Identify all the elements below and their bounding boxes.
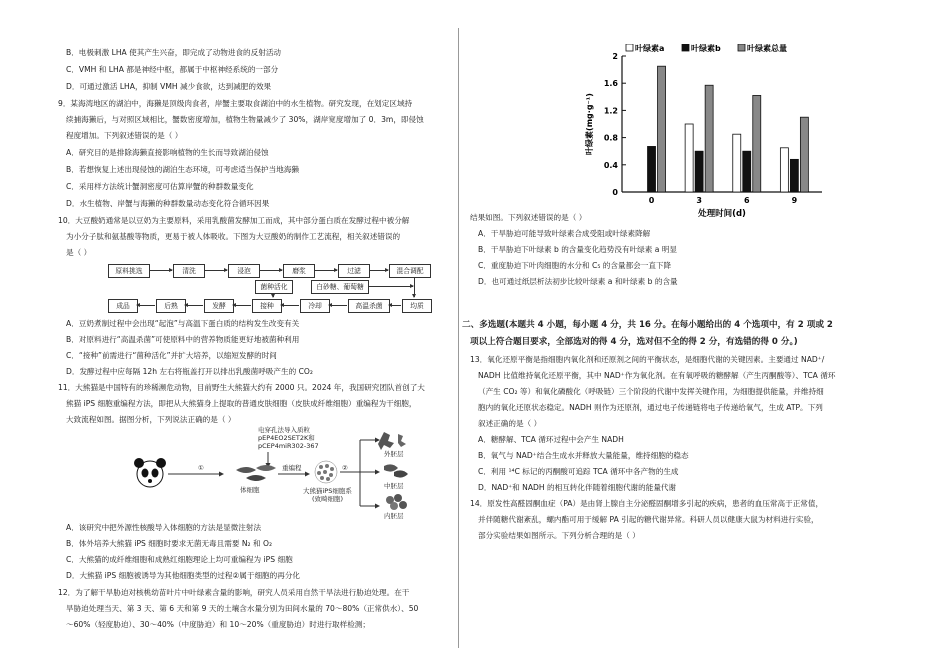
ips-label: 大熊猫iPS细胞系: [303, 487, 352, 495]
flow-step: 接种: [252, 299, 282, 313]
section-title: 二、多选题(本题共 4 小题，每小题 4 分，共 16 分。在每小题给出的 4 个选项中，有 2 项或 2: [462, 320, 833, 330]
q14-stem-line: 并伴随糖代谢紊乱，螺内酯可用于缓解 PA 引起的糖代谢异常。科研人员以健康大鼠为材料进行实验，: [478, 515, 819, 524]
flow-step: 均质: [402, 299, 432, 313]
q13-stem-line: 胞内的氧化还原状态稳定。NADH 则作为还原剂，通过电子传递链将电子传递给氧气，生成 ATP。下列: [478, 403, 823, 412]
ectoderm-label: 外胚层: [384, 450, 404, 458]
x-tick-label: 9: [791, 196, 798, 205]
q11-option-c: C．大熊猫的成纤维细胞和成熟红细胞理论上均可重编程为 iPS 细胞: [66, 555, 293, 564]
q10-option-c: C．“接种”前需进行“菌种活化”并扩大培养，以缩短发酵的时间: [66, 351, 277, 360]
mesoderm-label: 中胚层: [384, 482, 404, 490]
flow-arrow: [369, 270, 388, 271]
flow-step: 高温杀菌: [348, 299, 390, 313]
somatic-cell-label: 体细胞: [240, 486, 260, 494]
flow-arrow: [273, 293, 274, 297]
endoderm-label: 内胚层: [384, 512, 404, 520]
flow-arrow: [259, 270, 282, 271]
flow-arrow: [185, 305, 203, 306]
q11-stem-line: 熊猫 iPS 细胞重编程方法，即把从大熊猫身上提取的普通皮肤细胞（皮肤成纤维细胞）重编程为干细胞，: [66, 399, 417, 408]
bar-叶绿素总量: [800, 117, 808, 192]
legend-label: 叶绿素a: [635, 44, 665, 53]
q12-option-b: B．干旱胁迫下叶绿素 b 的含量变化趋势没有叶绿素 a 明显: [478, 245, 677, 254]
q12-option-d: D．也可通过纸层析法初步比较叶绿素 a 和叶绿素 b 的含量: [478, 277, 678, 286]
bar-叶绿素a: [780, 148, 788, 192]
q12-stem-line: ～60%（轻度胁迫）、30～40%（中度胁迫）和 10～20%（重度胁迫）时进行取样检测；: [66, 620, 370, 629]
plasmid-label: pEP4EO2SET2K和: [258, 434, 315, 442]
q11-stem-line: 大致流程如图。据图分析，下列说法正确的是（ ）: [66, 415, 236, 424]
q9-option-d: D．水生植物、岸蟹与海獭的种群数量动态变化符合循环因果: [66, 199, 270, 208]
q10-stem-line: 10．大豆酸奶通常是以豆奶为主要原料，采用乳酸菌发酵加工而成，其中部分蛋白质在发酵过程中被分解: [58, 216, 410, 225]
chlorophyll-bar-chart: [580, 44, 840, 229]
q12-option-c: C．重度胁迫下叶肉细胞的水分和 C₅ 的含量都会一直下降: [478, 261, 672, 270]
soy-yogurt-flow-diagram: [58, 262, 448, 312]
q8-option-b: B．电极刺激 LHA 使其产生兴奋，即完成了动物进食的反射活动: [66, 48, 282, 57]
x-tick-label: 0: [648, 196, 655, 205]
flow-step: 过滤: [338, 264, 370, 278]
legend-swatch: [626, 44, 633, 51]
legend-swatch: [738, 44, 745, 51]
bar-叶绿素总量: [753, 95, 761, 192]
y-axis-label: 叶绿素(mg·g⁻¹): [585, 93, 594, 155]
bar-叶绿素b: [648, 146, 656, 192]
section-title: 项以上符合题目要求，全部选对的得 4 分，选对但不全的得 2 分，有选错的得 0 分。): [470, 337, 798, 347]
x-axis-label: 处理时间(d): [698, 209, 746, 219]
q8-option-d: D．可通过激活 LHA，抑制 VMH 减少食欲，达到减肥的效果: [66, 82, 272, 91]
legend-label: 叶绿素总量: [747, 44, 787, 53]
ectoderm-cells-icon: [378, 432, 406, 450]
q11-option-d: D．大熊猫 iPS 细胞被诱导为其他细胞类型的过程②属于细胞的再分化: [66, 571, 301, 580]
q14-stem-line: 14．原发性高醛固酮血症（PA）是由肾上腺自主分泌醛固酮增多引起的疾病，患者的血压常高于正常值，: [470, 499, 824, 508]
q13-stem-line: 13．氧化还原平衡是指细胞内氧化剂和还原剂之间的平衡状态，是细胞代谢的关键因素。主要通过 NAD⁺/: [470, 355, 825, 364]
y-tick-label: 0.8: [603, 133, 618, 143]
panda-ips-diagram: [128, 426, 428, 518]
flow-step: 混合调配: [389, 264, 431, 278]
y-tick-label: 1.2: [603, 106, 618, 116]
endoderm-cells-icon: [386, 494, 407, 510]
flow-step: 磨浆: [283, 264, 315, 278]
plasmid-label: pCEP4miR302-367: [258, 442, 319, 450]
legend-swatch: [682, 44, 689, 51]
bar-叶绿素b: [743, 151, 751, 192]
q11-option-a: A．该研究中把外源性核酸导入体细胞的方法是显微注射法: [66, 523, 262, 532]
y-tick-label: 0: [612, 188, 618, 197]
x-tick-label: 6: [743, 196, 750, 205]
q13-stem-line: 叙述正确的是（ ）: [478, 419, 542, 428]
bar-叶绿素总量: [705, 85, 713, 192]
reprogram-label: 重编程: [282, 464, 302, 472]
bar-叶绿素b: [790, 159, 798, 192]
mesoderm-cells-icon: [384, 464, 408, 477]
flow-step: 冷却: [300, 299, 330, 313]
q9-stem-line: 9．某海湾地区的湖泊中，海獭是顶级肉食者，岸蟹主要取食湖泊中的水生植物。研究发现，在划定区域持: [58, 99, 413, 108]
ips-cell-cluster-icon: [315, 461, 337, 483]
q12-stem-line: 12．为了解干旱胁迫对核桃幼苗叶片中叶绿素含量的影响，研究人员采用自然干旱法进行胁迫处理。在干: [58, 588, 410, 597]
flow-step-culture-activation: 菌种活化: [255, 280, 293, 294]
step2-label: ②: [342, 464, 348, 472]
flow-step-sugar: 白砂糖、葡萄糖: [311, 280, 369, 294]
y-tick-label: 0.4: [603, 160, 618, 170]
step1-label: ①: [198, 464, 204, 472]
flow-step: 原料挑选: [108, 264, 150, 278]
q11-option-b: B．体外培养大熊猫 iPS 细胞时要求无菌无毒且需要 N₂ 和 O₂: [66, 539, 273, 548]
flow-arrow: [414, 277, 415, 297]
q13-stem-line: （产生 CO₂ 等）和氧化磷酸化（呼吸链）三个阶段的代谢中发挥关键作用，为细胞提供能量，并维持细: [478, 387, 824, 396]
panda-diagram-graphics: [128, 426, 428, 518]
flow-step: 浸泡: [228, 264, 260, 278]
q13-option-c: C．利用 ¹⁴C 标记的丙酮酸可追踪 TCA 循环中各产物的生成: [478, 467, 679, 476]
y-tick-label: 1.6: [603, 79, 618, 89]
q10-option-d: D．发酵过程中应每隔 12h 左右将瓶盖打开以排出乳酸菌呼吸产生的 CO₂: [66, 367, 313, 376]
q12-stem-line: 旱胁迫处理当天、第 3 天、第 6 天和第 9 天的土壤含水量分别为田间水量的 70～80%（正常供水）、50: [66, 604, 419, 613]
flow-arrow: [137, 305, 155, 306]
y-tick-label: 2: [612, 52, 618, 61]
q9-option-a: A．研究目的是排除海獭直接影响植物的生长而导致湖泊侵蚀: [66, 148, 269, 157]
q12-stem-line: 结果如图。下列叙述错误的是（ ）: [470, 213, 587, 222]
plasmid-label: 电穿孔法导入质粒: [258, 426, 310, 434]
fibroblast-cells-icon: [236, 465, 276, 481]
q13-option-b: B．氧气与 NAD⁺结合生成水并释放大量能量，维持细胞的稳态: [478, 451, 689, 460]
q13-stem-line: NADH 比值维持氧化还原平衡，其中 NAD⁺作为氧化剂。在有氧呼吸的糖酵解（产生丙酮酸等）、TCA 循环: [478, 371, 836, 380]
flow-arrow: [149, 270, 172, 271]
q9-option-b: B．若想恢复上述出现侵蚀的湖泊生态环境，可考虑适当保护当地海獭: [66, 165, 300, 174]
q10-stem-line: 是（ ）: [66, 248, 92, 257]
flow-arrow: [389, 305, 401, 306]
flow-step: 发酵: [204, 299, 234, 313]
q9-stem-line: 续捕海獭后，与对照区域相比，蟹数密度增加，植物生物量减少了 30%，湖岸宽度增加了 0．3m，即侵蚀: [66, 115, 424, 124]
flow-arrow: [281, 305, 299, 306]
flow-arrow: [233, 305, 251, 306]
flow-arrow: [329, 305, 347, 306]
ips-label: (致畸细胞): [312, 495, 344, 503]
flow-step: 成品: [108, 299, 138, 313]
q9-option-c: C．采用样方法统计蟹洞密度可估算岸蟹的种群数量变化: [66, 182, 254, 191]
x-tick-label: 3: [696, 196, 702, 205]
q12-option-a: A．干旱胁迫可能导致叶绿素合成受阻或叶绿素降解: [478, 229, 651, 238]
bar-叶绿素总量: [658, 66, 666, 192]
q10-stem-line: 为小分子肽和氨基酸等物质，更易于被人体吸收。下图为大豆酸奶的制作工艺流程，相关叙述错误的: [66, 232, 401, 241]
legend-label: 叶绿素b: [691, 44, 721, 53]
bar-叶绿素a: [685, 124, 693, 192]
flow-arrow: [204, 270, 227, 271]
panda-icon: [134, 458, 166, 487]
q10-option-b: B．对原料进行“高温杀菌”可使原料中的营养物质能更好地被菌种利用: [66, 335, 300, 344]
column-divider: [458, 28, 459, 648]
q14-stem-line: 部分实验结果如图所示。下列分析合理的是（ ）: [478, 531, 640, 540]
q8-option-c: C．VMH 和 LHA 都是神经中枢，都属于中枢神经系统的一部分: [66, 65, 279, 74]
flow-arrow: [314, 270, 337, 271]
bar-叶绿素a: [733, 134, 741, 192]
q10-option-a: A．豆奶煮制过程中会出现“起泡”与高温下蛋白质的结构发生改变有关: [66, 319, 300, 328]
q9-stem-line: 程度增加。下列叙述错误的是（ ）: [66, 131, 183, 140]
bar-叶绿素b: [695, 151, 703, 192]
flow-arrow: [368, 286, 413, 287]
q13-option-d: D．NAD⁺和 NADH 的相互转化伴随着细胞代谢的能量代谢: [478, 483, 677, 492]
flow-step: 清洗: [173, 264, 205, 278]
q11-stem-line: 11．大熊猫是中国特有的珍稀濒危动物，目前野生大熊猫大约有 2000 只。2024 年，我国研究团队首创了大: [58, 383, 425, 392]
q13-option-a: A．糖酵解、TCA 循环过程中会产生 NADH: [478, 435, 624, 444]
flow-step: 后熟: [156, 299, 186, 313]
